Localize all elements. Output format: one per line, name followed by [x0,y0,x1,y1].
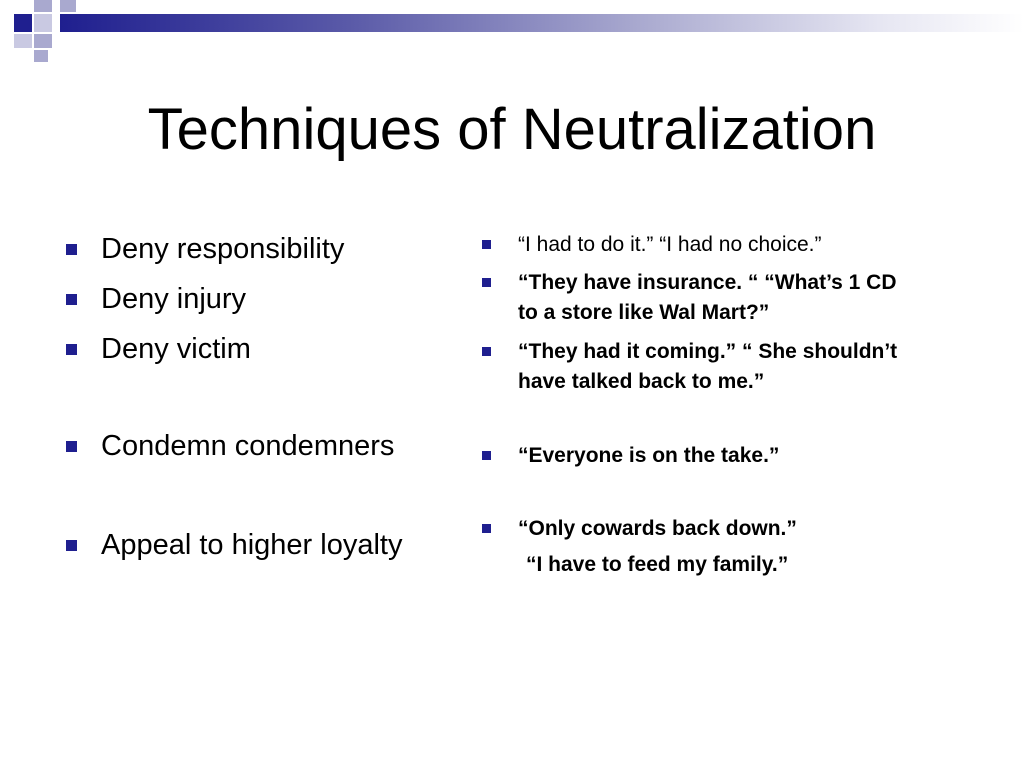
list-item: “Everyone is on the take.” [480,441,1000,471]
list-item: “Only cowards back down.” “I have to feed my family.” [480,514,1000,580]
square-bullet-icon [482,524,491,533]
slide-title: Techniques of Neutralization [147,97,877,162]
deco-square-light [34,0,52,12]
list-item: Condemn condemners [66,428,394,464]
list-item: “I had to do it.” “I had no choice.” [480,230,1000,260]
list-item: Deny victim [66,331,251,367]
list-item: Deny responsibility [66,231,344,267]
deco-square-light [14,34,32,48]
square-bullet-icon [66,540,77,551]
square-bullet-icon [482,278,491,287]
deco-square-light [34,34,52,48]
square-bullet-icon [66,344,77,355]
square-bullet-icon [66,294,77,305]
list-item: Deny injury [66,281,246,317]
deco-square-light [60,0,76,12]
list-item: “They have insurance. “ “What’s 1 CD to a store like Wal Mart?” [480,268,1000,328]
list-item: “They had it coming.” “ She shouldn’t have talked back to me.” [480,337,1000,397]
deco-square-light [34,14,52,32]
square-bullet-icon [66,441,77,452]
title-gradient-bar [60,14,1024,32]
deco-square-dark [14,14,32,32]
square-bullet-icon [482,347,491,356]
slide-decoration [0,0,1024,70]
deco-square-light [34,50,48,62]
square-bullet-icon [482,240,491,249]
square-bullet-icon [66,244,77,255]
square-bullet-icon [482,451,491,460]
list-item: Appeal to higher loyalty [66,527,402,563]
